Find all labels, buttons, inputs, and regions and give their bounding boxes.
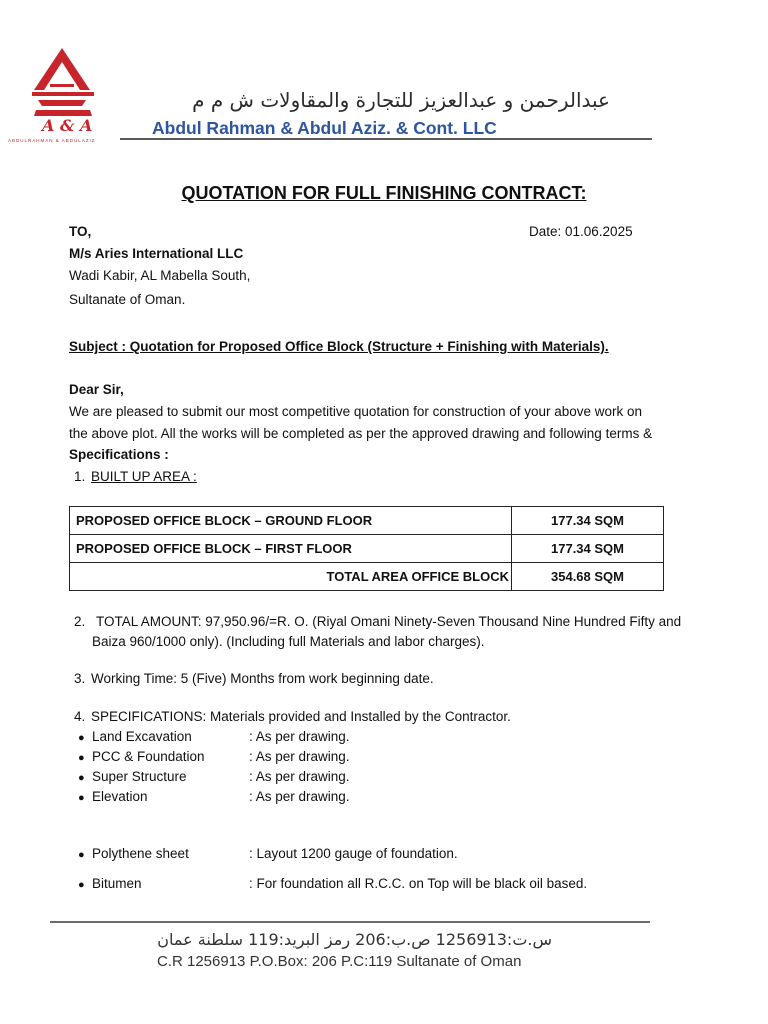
spec-item-detail: : For foundation all R.C.C. on Top will be black oil based. — [249, 876, 588, 891]
area-value: 177.34 SQM — [512, 535, 664, 563]
recipient-name: M/s Aries International LLC — [69, 246, 244, 261]
logo-initials: A & A — [42, 116, 93, 135]
table-row-total — [70, 563, 664, 591]
spec-item-detail: : Layout 1200 gauge of foundation. — [249, 846, 458, 861]
subject-line: Subject : Quotation for Proposed Office Block (Structure + Finishing with Materials). — [69, 339, 609, 354]
company-name-arabic: عبدالرحمن و عبدالعزيز للتجارة والمقاولات ش م م — [192, 88, 610, 112]
spec-item-name: PCC & Foundation — [92, 749, 205, 764]
bullet-marker: ● — [78, 752, 85, 764]
recipient-address-line1: Wadi Kabir, AL Mabella South, — [69, 268, 251, 283]
table-row — [70, 535, 664, 563]
header-divider — [120, 138, 652, 140]
area-label: PROPOSED OFFICE BLOCK – GROUND FLOOR — [70, 507, 512, 535]
spec-item-name: Super Structure — [92, 769, 187, 784]
spec-item-name: Land Excavation — [92, 729, 192, 744]
total-area-label: TOTAL AREA OFFICE BLOCK — [70, 563, 512, 591]
section-3-number: 3. — [74, 671, 86, 686]
section-4-number: 4. — [74, 709, 86, 724]
spec-item-detail: : As per drawing. — [249, 769, 350, 784]
table-row — [70, 507, 664, 535]
logo-caption: ABDULRAHMAN & ABDULAZIZ — [8, 138, 96, 143]
footer-divider — [50, 921, 650, 923]
built-up-area-table — [69, 506, 664, 591]
section-1-heading: BUILT UP AREA : — [91, 469, 197, 484]
area-value: 177.34 SQM — [512, 507, 664, 535]
document-title: QUOTATION FOR FULL FINISHING CONTRACT: — [181, 183, 587, 203]
company-logo — [6, 44, 122, 150]
company-name-english: Abdul Rahman & Abdul Aziz. & Cont. LLC — [152, 118, 497, 138]
document-date: Date: 01.06.2025 — [529, 224, 633, 239]
bullet-marker: ● — [78, 732, 85, 744]
footer-english-address: C.R 1256913 P.O.Box: 206 P.C:119 Sultanate of Oman — [157, 953, 522, 970]
bullet-marker: ● — [78, 849, 85, 861]
area-label: PROPOSED OFFICE BLOCK – FIRST FLOOR — [70, 535, 512, 563]
footer-arabic-address: س.ت:1256913 ص.ب:206 رمز البريد:119 سلطنة عمان — [157, 930, 552, 949]
section-4-heading: SPECIFICATIONS: Materials provided and Installed by the Contractor. — [91, 709, 511, 724]
spec-item-detail: : As per drawing. — [249, 789, 350, 804]
total-amount-line2: Baiza 960/1000 only). (Including full Materials and labor charges). — [92, 634, 485, 649]
specifications-heading: Specifications : — [69, 447, 169, 462]
total-area-value: 354.68 SQM — [512, 563, 664, 591]
bullet-marker: ● — [78, 772, 85, 784]
salutation: Dear Sir, — [69, 382, 124, 397]
intro-line-1: We are pleased to submit our most competitive quotation for construction of your above work on — [69, 404, 643, 419]
working-time: Working Time: 5 (Five) Months from work beginning date. — [91, 671, 434, 686]
bullet-marker: ● — [78, 792, 85, 804]
section-2-number: 2. — [74, 614, 86, 629]
intro-line-2: the above plot. All the works will be completed as per the approved drawing and following terms & — [69, 426, 653, 441]
spec-item-detail: : As per drawing. — [249, 749, 350, 764]
spec-item-name: Elevation — [92, 789, 148, 804]
to-label: TO, — [69, 224, 92, 239]
spec-item-name: Polythene sheet — [92, 846, 189, 861]
spec-item-name: Bitumen — [92, 876, 142, 891]
total-amount-line1: TOTAL AMOUNT: 97,950.96/=R. O. (Riyal Omani Ninety-Seven Thousand Nine Hundred Fifty and — [96, 614, 682, 629]
recipient-address-line2: Sultanate of Oman. — [69, 292, 186, 307]
section-1-number: 1. — [74, 469, 86, 484]
bullet-marker: ● — [78, 879, 85, 891]
spec-item-detail: : As per drawing. — [249, 729, 350, 744]
